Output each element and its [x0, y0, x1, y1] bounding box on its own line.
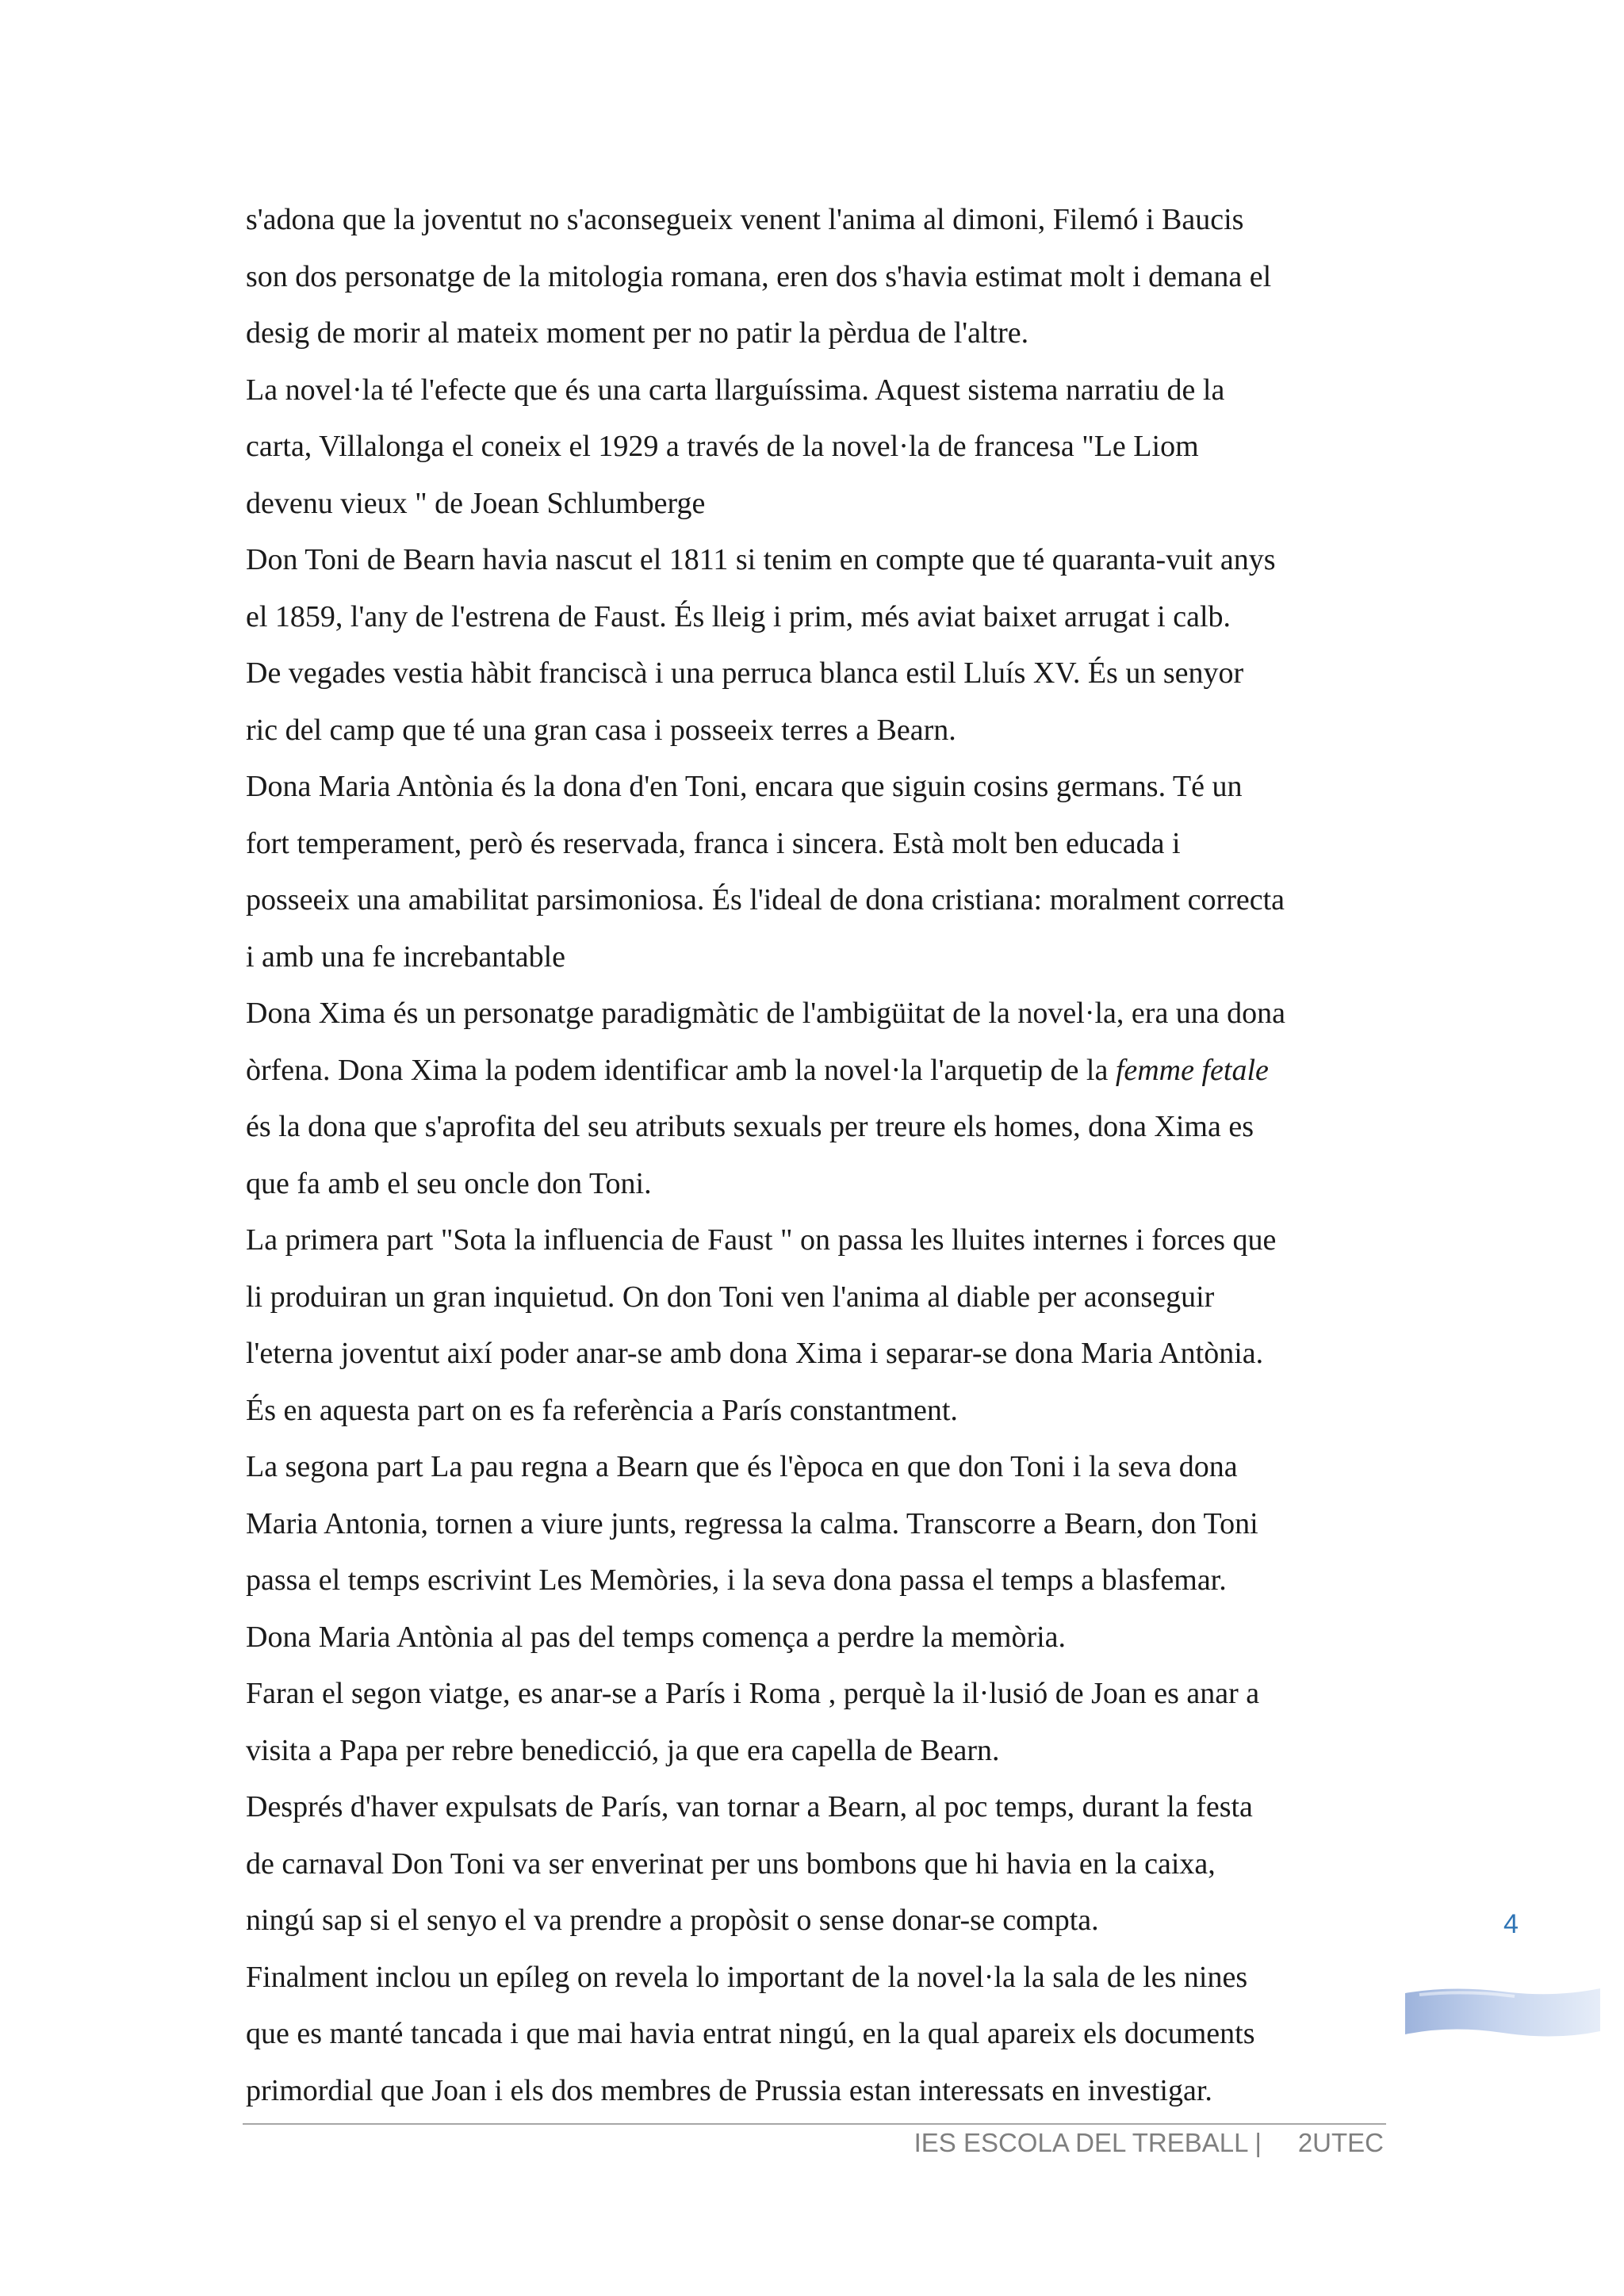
- text-line: el 1859, l'any de l'estrena de Faust. És lleig i prim, més aviat baixet arrugat i calb.: [246, 599, 1231, 633]
- page-ribbon-decoration: [1404, 1982, 1602, 2042]
- text-line: Maria Antonia, tornen a viure junts, regressa la calma. Transcorre a Bearn, don Toni: [246, 1506, 1258, 1540]
- text-line: de carnaval Don Toni va ser enverinat per uns bombons que hi havia en la caixa,: [246, 1846, 1216, 1881]
- text-line: De vegades vestia hàbit franciscà i una perruca blanca estil Lluís XV. És un senyor: [246, 656, 1244, 690]
- body-text: [246, 192, 1380, 2119]
- text-line: Dona Xima és un personatge paradigmàtic de l'ambigüitat de la novel·la, era una dona: [246, 997, 1286, 1030]
- text-line-with-italic: [246, 1043, 1380, 1100]
- text-line: Faran el segon viatge, es anar-se a París i Roma , perquè la il·lusió de Joan es anar a: [246, 1677, 1260, 1710]
- text-line: que es manté tancada i que mai havia entrat ningú, en la qual apareix els documents: [246, 2017, 1255, 2050]
- text-line: Després d'haver expulsats de París, van tornar a Bearn, al poc temps, durant la festa: [246, 1790, 1253, 1823]
- text-line: li produiran un gran inquietud. On don Toni ven l'anima al diable per aconseguir: [246, 1280, 1215, 1314]
- text-line: primordial que Joan i els dos membres de Prussia estan interessats en investigar.: [246, 2073, 1212, 2107]
- text-line: passa el temps escrivint Les Memòries, i la seva dona passa el temps a blasfemar.: [246, 1563, 1227, 1597]
- text-line: És en aquesta part on es fa referència a París constantment.: [246, 1393, 958, 1427]
- text-line: La primera part "Sota la influencia de Faust " on passa les lluites internes i forces que: [246, 1223, 1277, 1257]
- text-segment: òrfena. Dona Xima la podem identificar amb la novel·la l'arquetip de la: [246, 1053, 1116, 1087]
- text-line: ric del camp que té una gran casa i posseeix terres a Bearn.: [246, 713, 956, 747]
- text-line: visita a Papa per rebre benedicció, ja que era capella de Bearn.: [246, 1733, 1000, 1767]
- text-line: son dos personatge de la mitologia romana, eren dos s'havia estimat molt i demana el: [246, 259, 1272, 293]
- text-line: Dona Maria Antònia al pas del temps comença a perdre la memòria.: [246, 1620, 1067, 1654]
- text-line: que fa amb el seu oncle don Toni.: [246, 1166, 652, 1200]
- footer-text: IES ESCOLA DEL TREBALL | 2UTEC: [914, 2128, 1384, 2157]
- text-line: ningú sap si el senyo el va prendre a propòsit o sense donar-se compta.: [246, 1904, 1099, 1937]
- text-line: fort temperament, però és reservada, franca i sincera. Està molt ben educada i: [246, 826, 1181, 860]
- text-line: i amb una fe increbantable: [246, 939, 566, 974]
- italic-phrase: femme fetale: [1115, 1053, 1269, 1087]
- text-line: posseeix una amabilitat parsimoniosa. És l'ideal de dona cristiana: moralment correcta: [246, 883, 1285, 916]
- text-line: Dona Maria Antònia és la dona d'en Toni, encara que siguin cosins germans. Té un: [246, 770, 1243, 803]
- text-line: és la dona que s'aprofita del seu atributs sexuals per treure els homes, dona Xima es: [246, 1110, 1254, 1143]
- text-line: La segona part La pau regna a Bearn que és l'època en que don Toni i la seva dona: [246, 1450, 1238, 1483]
- text-line: Finalment inclou un epíleg on revela lo important de la novel·la la sala de les nines: [246, 1960, 1248, 1994]
- page-number: 4: [1503, 1909, 1519, 1939]
- text-line: carta, Villalonga el coneix el 1929 a través de la novel·la de francesa "Le Liom: [246, 430, 1199, 463]
- footer-divider: [243, 2123, 1386, 2125]
- text-line: s'adona que la joventut no s'aconsegueix venent l'anima al dimoni, Filemó i Baucis: [246, 203, 1244, 236]
- text-line: desig de morir al mateix moment per no patir la pèrdua de l'altre.: [246, 316, 1029, 350]
- text-line: devenu vieux " de Joean Schlumberge: [246, 486, 706, 520]
- text-line: l'eterna joventut així poder anar-se amb dona Xima i separar-se dona Maria Antònia.: [246, 1337, 1264, 1370]
- text-line: Don Toni de Bearn havia nascut el 1811 si tenim en compte que té quaranta-vuit anys: [246, 543, 1276, 576]
- text-line: La novel·la té l'efecte que és una carta llarguíssima. Aquest sistema narratiu de la: [246, 373, 1225, 407]
